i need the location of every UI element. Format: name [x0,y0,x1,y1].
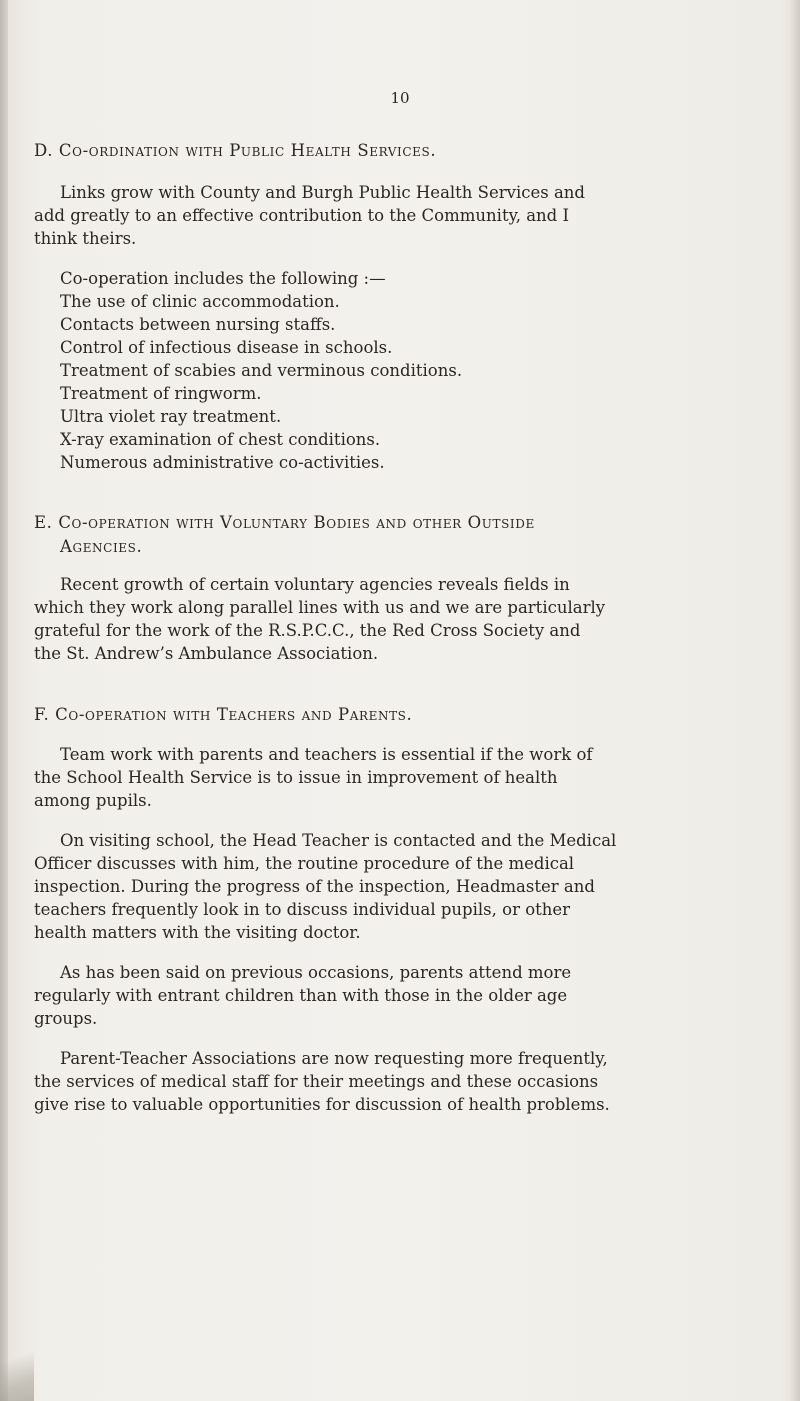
section-d-para1-line: think theirs. [34,229,137,248]
section-d-list-item: Ultra violet ray treatment. [60,407,282,426]
section-f-para4-line: give rise to valuable opportunities for discussion of health problems. [34,1095,610,1114]
section-e-para1-line: Recent growth of certain voluntary agencies reveals fields in [60,575,570,594]
scan-corner-shadow [0,1341,34,1401]
section-f-para2-line: inspection. During the progress of the inspection, Headmaster and [34,877,595,896]
section-e-heading: E. Co-operation with Voluntary Bodies and other Outside [34,513,535,532]
section-f-para2-line: teachers frequently look in to discuss individual pupils, or other [34,900,571,919]
section-f-para3-line: regularly with entrant children than with those in the older age [34,986,568,1005]
section-d-list-item: X-ray examination of chest conditions. [60,430,381,449]
section-d-heading: D. Co-ordination with Public Health Services. [34,141,437,160]
section-f-para3-line: As has been said on previous occasions, parents attend more [60,963,572,982]
section-f-para4-line: Parent-Teacher Associations are now requesting more frequently, [60,1049,608,1068]
section-d-para1-line: Links grow with County and Burgh Public Health Services and [60,183,585,202]
page-number: 10 [390,89,410,107]
section-f-para2-line: health matters with the visiting doctor. [34,923,361,942]
section-d-list-item: Control of infectious disease in schools. [60,338,393,357]
section-f-para2-line: On visiting school, the Head Teacher is contacted and the Medical [60,831,617,850]
section-f-para2-line: Officer discusses with him, the routine procedure of the medical [34,854,575,873]
section-f-para3-line: groups. [34,1009,98,1028]
section-d-list-item: Treatment of scabies and verminous conditions. [60,361,463,380]
section-e-para1-line: the St. Andrew’s Ambulance Association. [34,644,379,663]
section-d-para1-line: add greatly to an effective contribution to the Community, and I [34,206,569,225]
section-f-para1-line: Team work with parents and teachers is essential if the work of [60,745,593,764]
section-f-para1-line: the School Health Service is to issue in improvement of health [34,768,558,787]
section-e-para1-line: grateful for the work of the R.S.P.C.C., the Red Cross Society and [34,621,581,640]
section-f-para1-line: among pupils. [34,791,152,810]
section-d-list-item: The use of clinic accommodation. [60,292,340,311]
section-d-list-item: Treatment of ringworm. [60,384,262,403]
section-e-heading-cont: Agencies. [60,537,143,556]
section-d-list-item: Numerous administrative co-activities. [60,453,385,472]
page-left-edge-shadow [0,0,8,1401]
section-d-list-item: Contacts between nursing staffs. [60,315,336,334]
section-d-intro: Co-operation includes the following :— [60,269,386,288]
section-e-para1-line: which they work along parallel lines with us and we are particularly [34,598,606,617]
section-f-heading: F. Co-operation with Teachers and Parents. [34,705,413,724]
page-right-edge-shadow [790,0,800,1401]
section-f-para4-line: the services of medical staff for their meetings and these occasions [34,1072,599,1091]
